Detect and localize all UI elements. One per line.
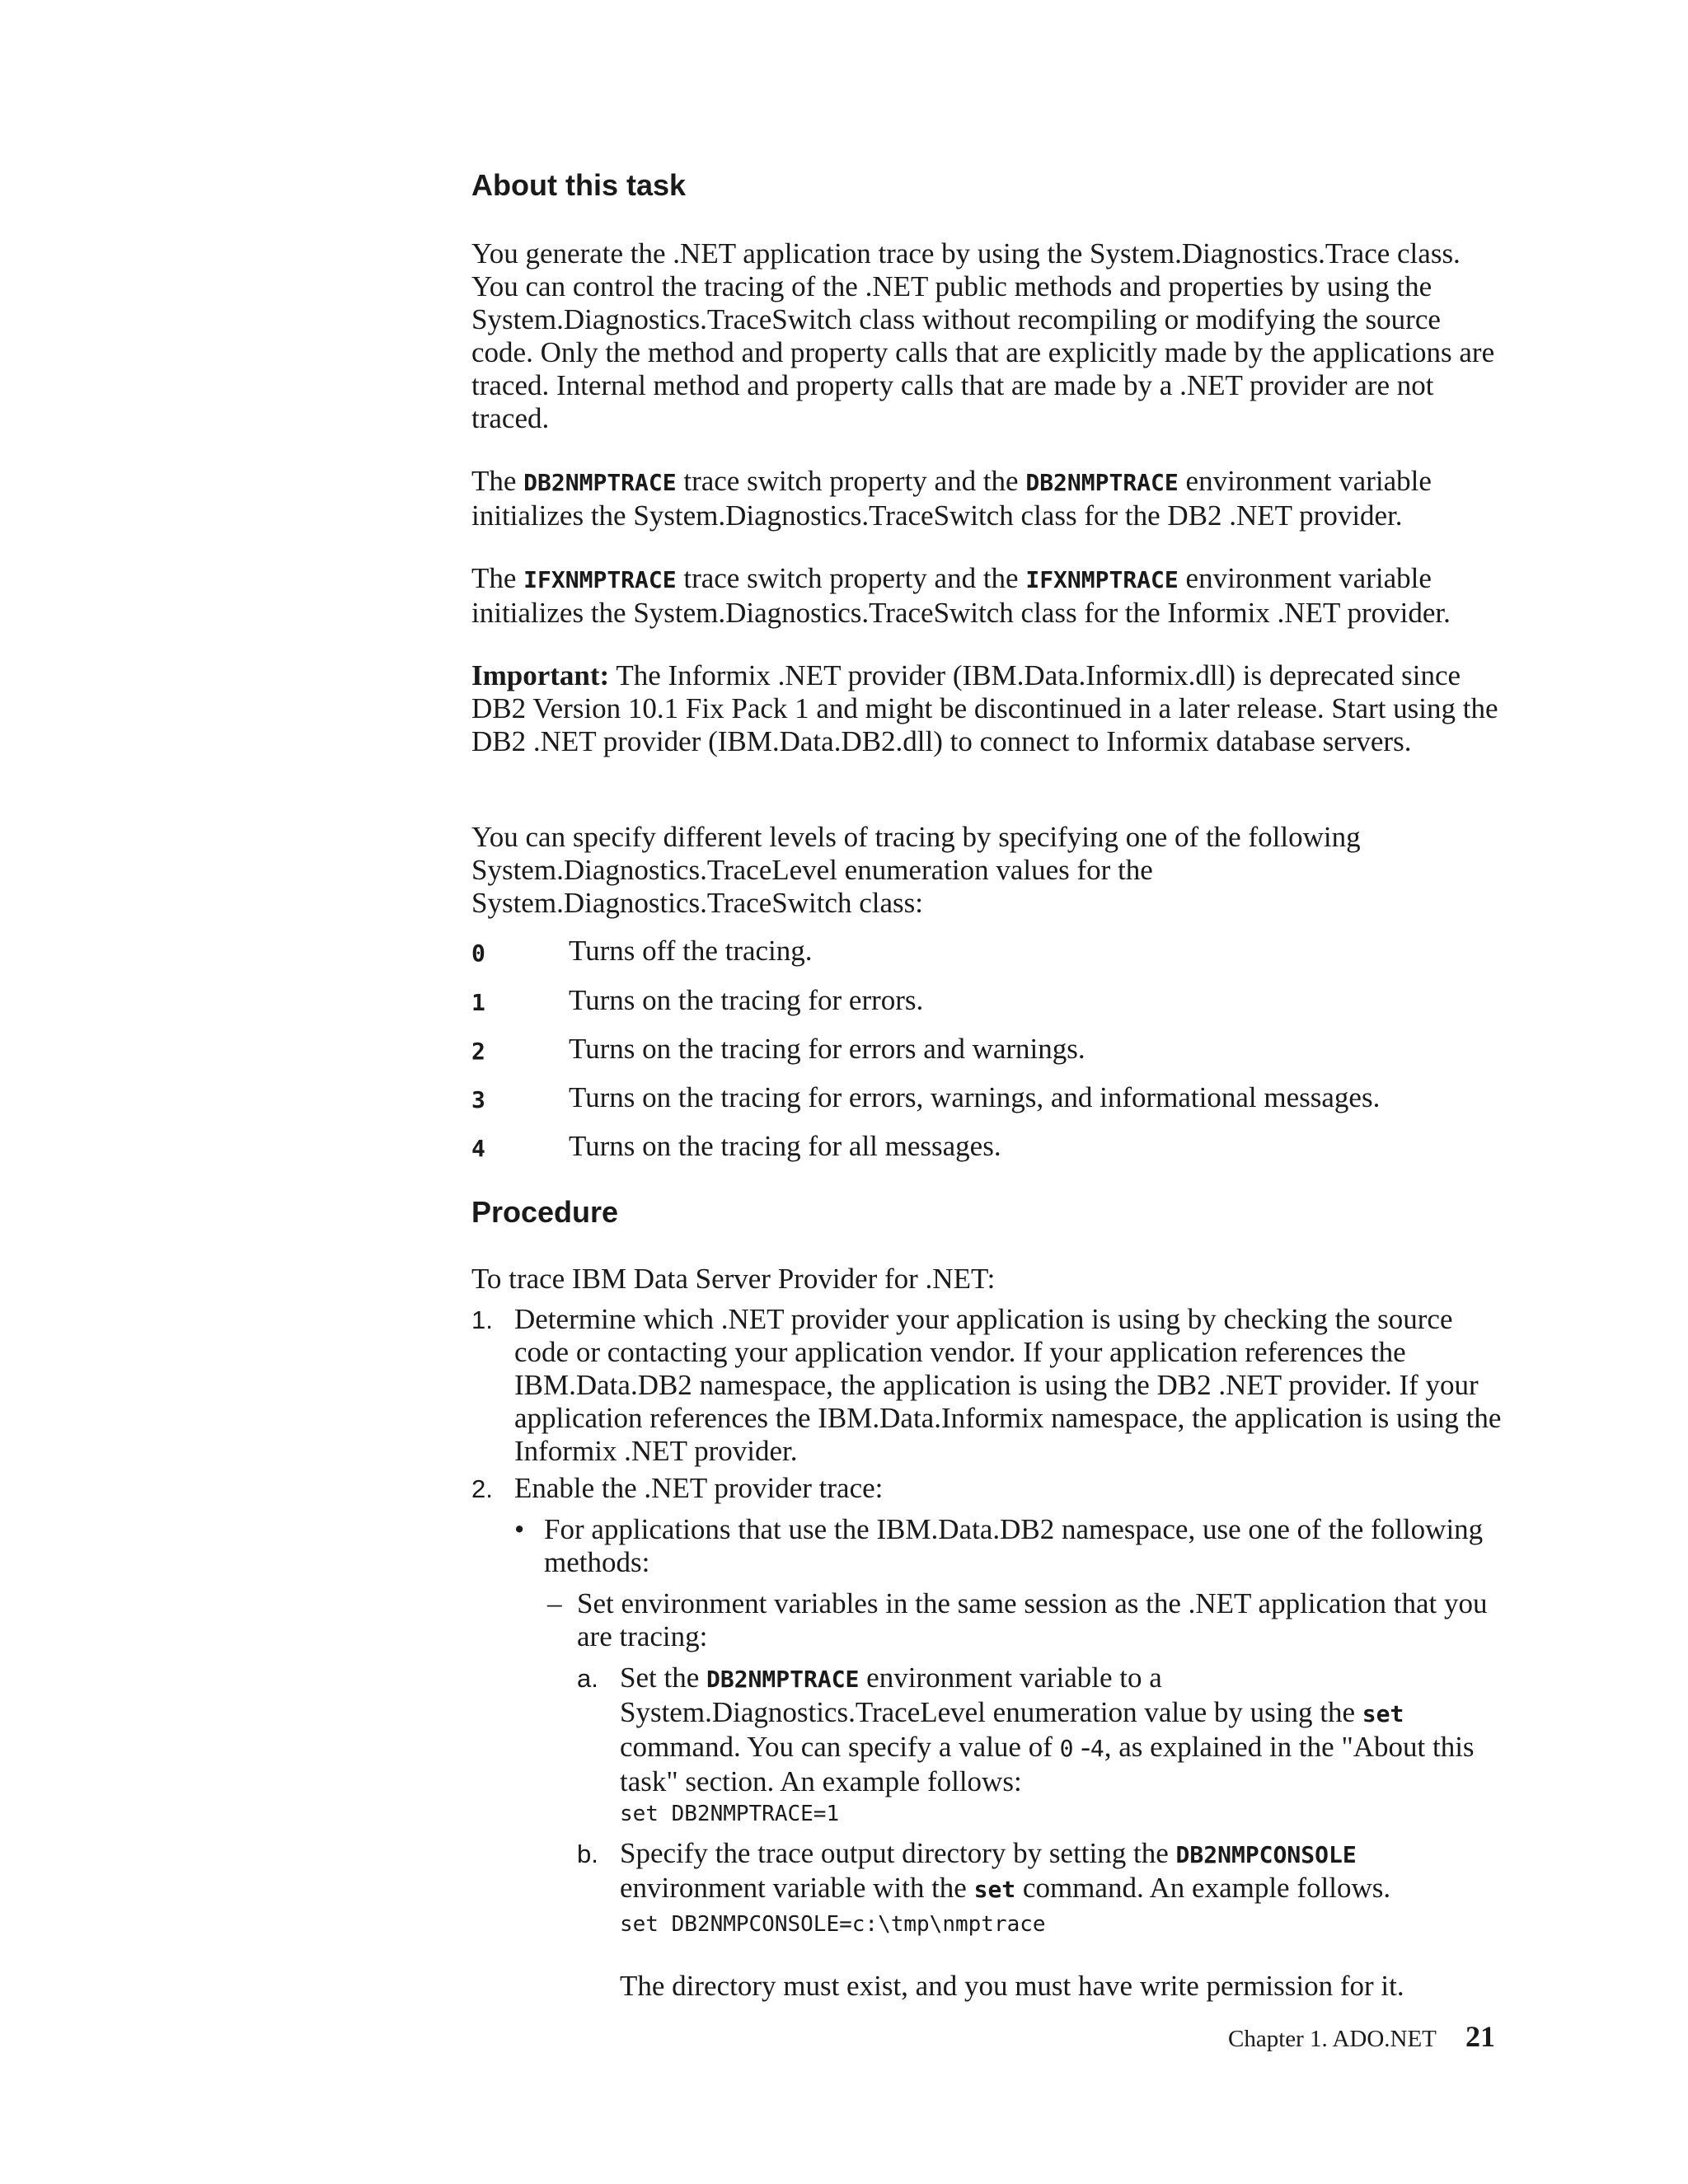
keyword-db2nmpconsole: DB2NMPCONSOLE: [1175, 1841, 1357, 1868]
trace-level-key: 0: [471, 940, 485, 967]
keyword-ifxnmptrace: IFXNMPTRACE: [1025, 566, 1179, 593]
substep-letter: b.: [577, 1840, 598, 1868]
about-paragraph-2: The DB2NMPTRACE trace switch property and the DB2NMPTRACE environment variable initializes the System.Diagnostics.TraceSwitch class for the DB2 .NET provider.: [471, 465, 1432, 532]
procedure-heading: Procedure: [471, 1195, 619, 1229]
dash-item: Set environment variables in the same session as the .NET application that you are tracing:: [577, 1587, 1488, 1652]
procedure-intro: To trace IBM Data Server Provider for .NET:: [471, 1263, 996, 1295]
keyword-set: set: [1362, 1700, 1404, 1727]
about-paragraph-1: You generate the .NET application trace by using the System.Diagnostics.Trace class. You can control the tracing of the .NET public methods and properties by using the System.Diagnostics.TraceSwitch class without recompiling or modifying the source code. Only the method and property calls that are explicitly made by the applications are traced. Internal method and property calls that are made by a .NET provider are not traced.: [471, 237, 1495, 434]
trace-level-desc: Turns off the tracing.: [569, 935, 813, 967]
trace-level-key: 1: [471, 989, 485, 1016]
about-paragraph-3: The IFXNMPTRACE trace switch property and the IFXNMPTRACE environment variable initializes the System.Diagnostics.TraceSwitch class for the Informix .NET provider.: [471, 562, 1451, 629]
trace-level-desc: Turns on the tracing for all messages.: [569, 1130, 1001, 1162]
substep-a: Set the DB2NMPTRACE environment variable to a System.Diagnostics.TraceLevel enumeration value by using the set command. You can specify a value of 0 -4, as explained in the "About this task" section. An example follows:: [620, 1661, 1475, 1797]
keyword-db2nmptrace: DB2NMPTRACE: [1025, 469, 1179, 496]
substep-b: Specify the trace output directory by setting the DB2NMPCONSOLE environment variable with the set command. An example follows.: [620, 1837, 1391, 1904]
trace-level-desc: Turns on the tracing for errors.: [569, 984, 924, 1016]
important-label: Important:: [471, 659, 610, 691]
step-number: 2.: [471, 1474, 493, 1503]
code-example-b: set DB2NMPCONSOLE=c:\tmp\nmptrace: [620, 1912, 1046, 1937]
substep-letter: a.: [577, 1664, 598, 1693]
trace-level-desc: Turns on the tracing for errors and warnings.: [569, 1033, 1085, 1065]
step-1: Determine which .NET provider your application is using by checking the source code or contacting your application vendor. If your application references the IBM.Data.DB2 namespace, the application is using the DB2 .NET provider. If your application references the IBM.Data.Informix namespace, the application is using the Informix .NET provider.: [514, 1303, 1502, 1467]
step-number: 1.: [471, 1305, 493, 1334]
keyword-db2nmptrace: DB2NMPTRACE: [523, 469, 677, 496]
trace-level-key: 2: [471, 1038, 485, 1065]
code-example-a: set DB2NMPTRACE=1: [620, 1802, 840, 1826]
step-2: Enable the .NET provider trace:: [514, 1472, 884, 1504]
bullet-marker: •: [514, 1513, 525, 1545]
important-note: Important: The Informix .NET provider (IBM.Data.Informix.dll) is deprecated since DB2 Version 10.1 Fix Pack 1 and might be discontinued in a later release. Start using the DB2 .NET provider (IBM.Data.DB2.dll) to connect to Informix database servers.: [471, 659, 1498, 757]
trace-level-desc: Turns on the tracing for errors, warnings, and informational messages.: [569, 1081, 1381, 1113]
directory-note: The directory must exist, and you must have write permission for it.: [620, 1970, 1404, 2002]
trace-level-key: 3: [471, 1086, 485, 1113]
keyword-set: set: [973, 1876, 1016, 1903]
page-number: 21: [1465, 2020, 1495, 2053]
about-heading: About this task: [471, 168, 687, 202]
trace-level-key: 4: [471, 1135, 485, 1162]
keyword-db2nmptrace: DB2NMPTRACE: [706, 1666, 860, 1693]
bullet-item: For applications that use the IBM.Data.DB2 namespace, use one of the following methods:: [544, 1513, 1484, 1578]
footer-chapter: Chapter 1. ADO.NET: [1228, 2026, 1437, 2052]
dash-marker: –: [547, 1587, 562, 1619]
keyword-ifxnmptrace: IFXNMPTRACE: [523, 566, 677, 593]
about-paragraph-4: You can specify different levels of tracing by specifying one of the following System.Diagnostics.TraceLevel enumeration values for the System.Diagnostics.TraceSwitch class:: [471, 821, 1361, 919]
